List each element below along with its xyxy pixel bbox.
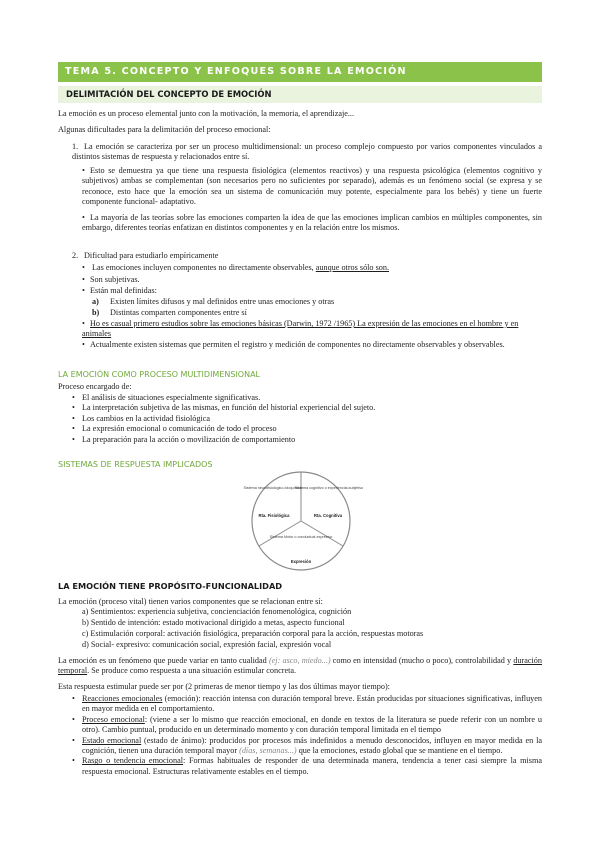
- funcionalidad-intro: La emoción (proceso vital) tienen varios componentes que se relacionan entre sí:: [58, 597, 323, 606]
- component-c: c) Estimulación corporal: activación fisiológica, preparación corporal para la acción, respuestas motoras: [82, 629, 424, 638]
- sub-item-a-label: a): [92, 297, 99, 306]
- para-text: . Se produce como respuesta a una situación estimular concreta.: [87, 666, 297, 676]
- item-text: que la emociones, estado global que se mantiene en el tiempo.: [296, 746, 503, 756]
- list-item: • El análisis de situaciones especialmente significativas.: [72, 393, 542, 403]
- list-item: [72, 756, 542, 777]
- sub-item-b: [92, 308, 542, 318]
- response-paragraph: Esta respuesta estimular puede ser por (2 primeras de menor tiempo y las dos últimas mayor tiempo):: [58, 682, 390, 691]
- item-text: : Formas habituales de responder de una determinada manera, tendencia a tener casi siempre la misma respuesta emocional. Estructuras relativamente estables en el tiempo.: [82, 756, 543, 776]
- sistemas-heading: SISTEMAS DE RESPUESTA IMPLICADOS: [58, 460, 213, 469]
- component-d: d) Social- expresivo: comunicación social, expresión facial, expresión vocal: [82, 640, 332, 649]
- point-2-bullet-1: [82, 263, 542, 273]
- item-example: (días, semanas...): [239, 746, 297, 756]
- point-1-text: La emoción se caracteriza por ser un proceso multidimensional: un proceso complejo compuesto por varios componentes vinculados a distintos sistemas de respuesta y relacionados entre sí.: [72, 142, 542, 162]
- item-term: Reacciones emocionales: [82, 694, 163, 703]
- point-2-bullet-3: • Están mal definidas:: [82, 286, 542, 296]
- list-item: [72, 715, 542, 736]
- multidimensional-heading: LA EMOCIÓN COMO PROCESO MULTIDIMENSIONAL: [58, 370, 261, 379]
- component-a: a) Sentimientos: experiencia subjetiva, concienciación fenomenológica, cognición: [82, 607, 352, 616]
- variability-paragraph: [58, 656, 542, 677]
- para-text: La emoción es un fenómeno que puede variar en tanto cualidad: [58, 656, 269, 665]
- funcionalidad-heading: LA EMOCIÓN TIENE PROPÓSITO-FUNCIONALIDAD: [58, 581, 283, 591]
- list-item: [72, 694, 542, 715]
- point-2-bullet-2: • Son subjetivas.: [82, 275, 542, 285]
- list-item: • La expresión emocional o comunicación de todo el proceso: [72, 424, 542, 434]
- point-1: [72, 142, 542, 163]
- point-1-number: 1.: [72, 142, 79, 151]
- response-types-list: [72, 694, 542, 777]
- list-item: • Los cambios en la actividad fisiológica: [72, 414, 542, 424]
- diagram-bottom-label: Expresión: [290, 559, 312, 564]
- point-2-bullet-1-underline: aunque otros sólo son.: [315, 263, 389, 272]
- multidimensional-list: [72, 393, 542, 445]
- sub-item-a: [92, 297, 542, 307]
- item-term: Rasgo o tendencia emocional: [82, 756, 184, 766]
- diagram-left-text: Sistema neurofisiológico-bioquímico: [243, 486, 303, 490]
- section-subheader: DELIMITACIÓN DEL CONCEPTO DE EMOCIÓN: [58, 86, 542, 103]
- difficulties-intro: Algunas dificultades para la delimitación del proceso emocional:: [58, 125, 271, 134]
- item-term: Proceso emocional: [82, 714, 145, 724]
- multidimensional-intro: Proceso encargado de:: [58, 382, 132, 391]
- point-2-bullet-1-text: Las emociones incluyen componentes no directamente observables,: [92, 263, 316, 272]
- sub-item-b-text: Distintas comparten componentes entre sí: [110, 308, 247, 317]
- point-2-bullet-4: • Ho es casual primero estudios sobre las emociones básicas (Darwin, 1972 /1965) La expresión de las emociones en el hombre y en animales: [82, 319, 542, 340]
- point-1-bullet-2: • La mayoría de las teorías sobre las emociones comparten la idea de que las emociones implican cambios en múltiples componentes, sin embargo, diferentes teorías enfatizan en distintos componentes y en la relación entre los mismos.: [82, 213, 542, 234]
- item-text: : (viene a ser lo mismo que reacción emocional, en donde en textos de la literatura se puede referir con un nombre u otro). Cambio puntual, producido en un determinado momento y con duración temporal limitada en el tiempo: [82, 714, 542, 735]
- list-item: • La preparación para la acción o movilización de comportamiento: [72, 435, 542, 445]
- item-text: (estado de ánimo): producidos por procesos más indefinidos a menudo desconocidos, influyen en mayor medida en la cognición, tienen una duración temporal mayor: [82, 735, 542, 756]
- point-1-bullet-1: • Esto se demuestra ya que tiene una respuesta fisiológica (elementos reactivos) y una respuesta psicológica (elementos cognitivo y subjetivos) ambas se complementan (son necesarios pero no suficientes por separado), además es un fenómeno social (se expresa y se reconoce, esto hace que la emoción sea un sistema de comunicación muy potente, especialmente para los bebés) y tiene un fuerte componente funcional- adaptativo.: [82, 166, 542, 208]
- para-underline: duración temporal: [58, 656, 542, 676]
- diagram-right-label: Rta. Cognitiva: [313, 513, 343, 518]
- intro-text: La emoción es un proceso elemental junto con la motivación, la memoria, el aprendizaje...: [58, 109, 355, 118]
- para-example: (ej: asco, miedo...): [268, 656, 331, 665]
- point-2-bullet-5: • Actualmente existen sistemas que permiten el registro y medición de componentes no directamente observables y observables.: [82, 340, 542, 350]
- topic-banner: TEMA 5. CONCEPTO Y ENFOQUES SOBRE LA EMOCIÓN: [58, 62, 542, 82]
- diagram-left-label: Rta. Fisiológica: [258, 513, 290, 518]
- diagram-right-text: Sistema cognitivo o experiencial-subjetivo: [294, 486, 363, 490]
- item-text: (emoción): reacción intensa con duración temporal breve. Están producidas por situaciones significativas, influyen en mayor medida en el comportamiento.: [82, 694, 543, 714]
- para-text: como en intensidad (mucho o poco), controlabilidad y: [330, 656, 514, 665]
- response-systems-diagram: [239, 470, 363, 572]
- point-2: [72, 251, 542, 261]
- point-2-number: 2.: [72, 251, 79, 260]
- list-item: [72, 736, 542, 757]
- diagram-bottom-text: Sistema Motor o conductual-expresivo: [269, 535, 333, 539]
- point-2-title: Dificultad para estudiarlo empíricamente: [84, 251, 219, 260]
- list-item: • La interpretación subjetiva de las mismas, en función del historial experiencial del sujeto.: [72, 403, 542, 413]
- component-b: b) Sentido de intención: estado motivacional dirigido a metas, aspecto funcional: [82, 618, 345, 627]
- sub-item-a-text: Existen límites difusos y mal definidos entre unas emociones y otras: [110, 297, 335, 306]
- item-term: Estado emocional: [82, 735, 142, 745]
- sub-item-b-label: b): [92, 308, 100, 317]
